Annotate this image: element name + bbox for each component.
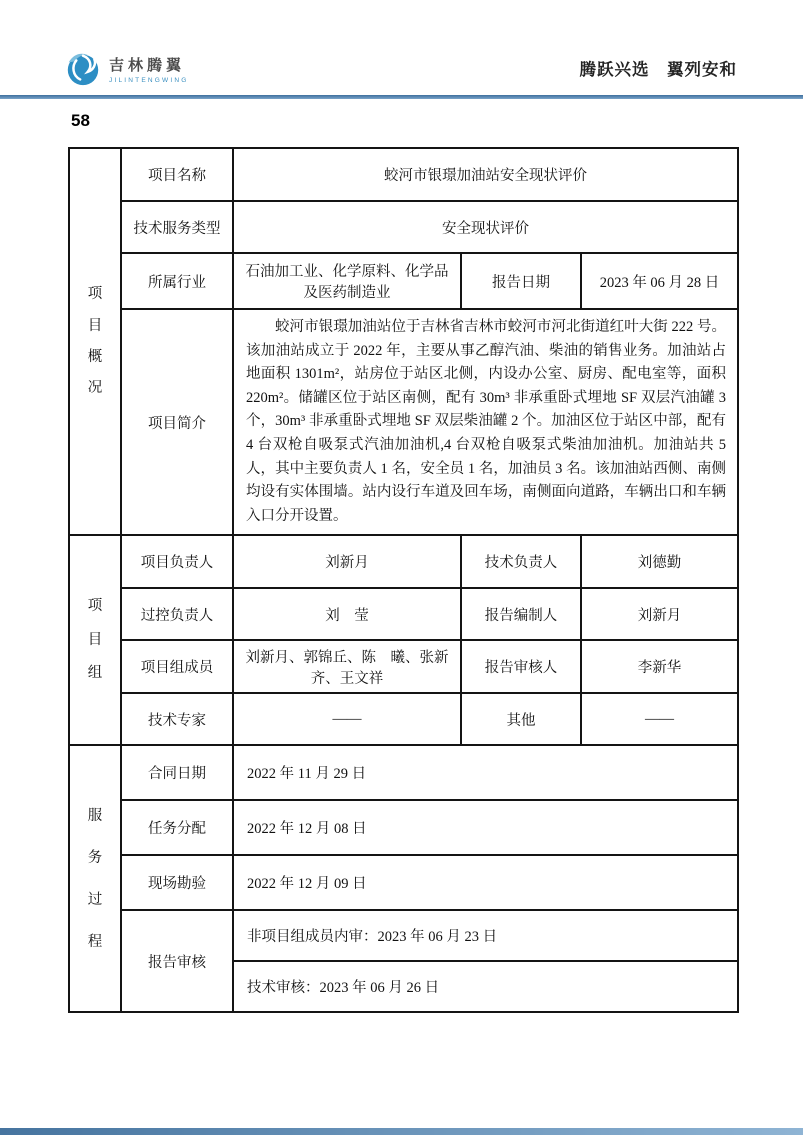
process-row-label: 合同日期: [121, 745, 233, 800]
process-row-value: 2022 年 11 月 29 日: [233, 745, 738, 800]
section-team: [69, 535, 121, 745]
logo-en-text: JILINTENGWING: [109, 77, 189, 84]
team-row-label: 技术负责人: [461, 535, 581, 588]
team-row-label: 过控负责人: [121, 588, 233, 640]
team-row-label: 报告审核人: [461, 640, 581, 693]
team-row-label: 其他: [461, 693, 581, 745]
section-team-label: 项目组: [87, 598, 103, 682]
process-row-label: 任务分配: [121, 800, 233, 855]
header-slogan: 腾跃兴选 翼列安和: [579, 60, 737, 79]
process-row-label: 现场勘验: [121, 855, 233, 910]
project-name-value: 蛟河市银璟加油站安全现状评价: [233, 148, 738, 201]
section-process: [69, 745, 121, 1012]
team-row-value: 刘新月: [581, 588, 738, 640]
section-process-label: 服务过程: [87, 807, 103, 950]
logo-text: [109, 54, 189, 84]
service-type-value: 安全现状评价: [233, 201, 738, 253]
logo-icon: [64, 50, 102, 88]
logo-cn-text: 吉林腾翼: [109, 57, 186, 74]
team-row-value: 刘新月、郭锦丘、陈 曦、张新齐、王文祥: [233, 640, 461, 693]
review-internal-value: 非项目组成员内审：2023 年 06 月 23 日: [233, 910, 738, 961]
section-overview: [69, 148, 121, 535]
process-row-value: 2022 年 12 月 08 日: [233, 800, 738, 855]
team-row-label: 项目负责人: [121, 535, 233, 588]
team-row-value: 刘 莹: [233, 588, 461, 640]
industry-label: 所属行业: [121, 253, 233, 309]
report-date-label: 报告日期: [461, 253, 581, 309]
industry-value: 石油加工业、化学原料、化学品及医药制造业: [233, 253, 461, 309]
service-type-label: 技术服务类型: [121, 201, 233, 253]
brief-label: 项目简介: [121, 309, 233, 535]
report-date-value: 2023 年 06 月 28 日: [581, 253, 738, 309]
team-row-label: 技术专家: [121, 693, 233, 745]
team-row-label: 项目组成员: [121, 640, 233, 693]
team-row-value: 刘新月: [233, 535, 461, 588]
project-info-table: [68, 147, 739, 1013]
team-row-value: ——: [233, 693, 461, 745]
team-row-value: 李新华: [581, 640, 738, 693]
team-row-value: ——: [581, 693, 738, 745]
review-technical-value: 技术审核：2023 年 06 月 26 日: [233, 961, 738, 1012]
page-number: 58: [71, 111, 90, 130]
team-row-label: 报告编制人: [461, 588, 581, 640]
team-row-value: 刘德勤: [581, 535, 738, 588]
footer-bar: [0, 1128, 803, 1135]
review-label: 报告审核: [121, 910, 233, 1012]
section-overview-label: 项目概况: [87, 286, 103, 396]
header-divider: [0, 95, 803, 99]
page-header: [0, 0, 803, 99]
project-name-label: 项目名称: [121, 148, 233, 201]
company-logo: [64, 50, 189, 88]
brief-value: 蛟河市银璟加油站位于吉林省吉林市蛟河市河北街道红叶大街 222 号。该加油站成立于 2022 年，主要从事乙醇汽油、柴油的销售业务。加油站占地面积 1301m²，站房位于站区北侧，内设办公室、厨房、配电室等，面积 220m²。储罐区位于站区南侧，配有 30m³ 非承重卧式埋地 SF 双层汽油罐 3 个，30m³ 非承重卧式埋地 SF 双层柴油罐 2 个。加油区位于站区中部，配有 4 台双枪自吸泵式汽油加油机,4 台双枪自吸泵式柴油加油机。加油站共 5 人，其中主要负责人 1 名，安全员 1 名，加油员 3 名。该加油站西侧、南侧均设有实体围墙。站内设行车道及回车场，南侧面向道路，车辆出口和车辆入口分开设置。: [233, 309, 738, 535]
process-row-value: 2022 年 12 月 09 日: [233, 855, 738, 910]
